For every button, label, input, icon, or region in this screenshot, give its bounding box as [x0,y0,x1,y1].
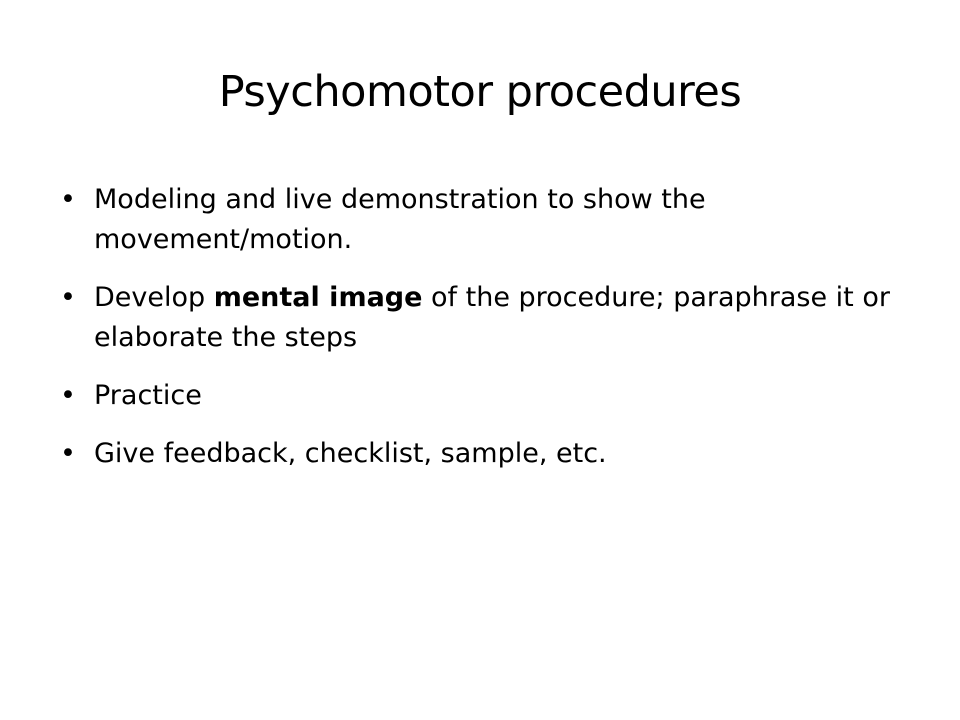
bullet-text-before: Develop [94,282,214,313]
bullet-text: Give feedback, checklist, sample, etc. [94,438,607,469]
bullet-item-practice [58,376,898,416]
bullet-icon: • [60,282,76,313]
bullet-list [58,180,898,492]
bullet-icon: • [60,380,76,411]
bullet-item-mental-image [58,278,898,358]
bullet-item-modeling [58,180,898,260]
bullet-icon: • [60,438,76,469]
bullet-text: Practice [94,380,202,411]
bullet-icon: • [60,184,76,215]
slide-title: Psychomotor procedures [218,67,742,117]
bullet-text-after: of the procedure; paraphrase it or elaborate the steps [94,282,890,353]
bullet-text: Modeling and live demonstration to show the movement/motion. [94,184,706,255]
bullet-item-feedback [58,434,898,474]
bullet-bold-term: mental image [213,282,423,313]
